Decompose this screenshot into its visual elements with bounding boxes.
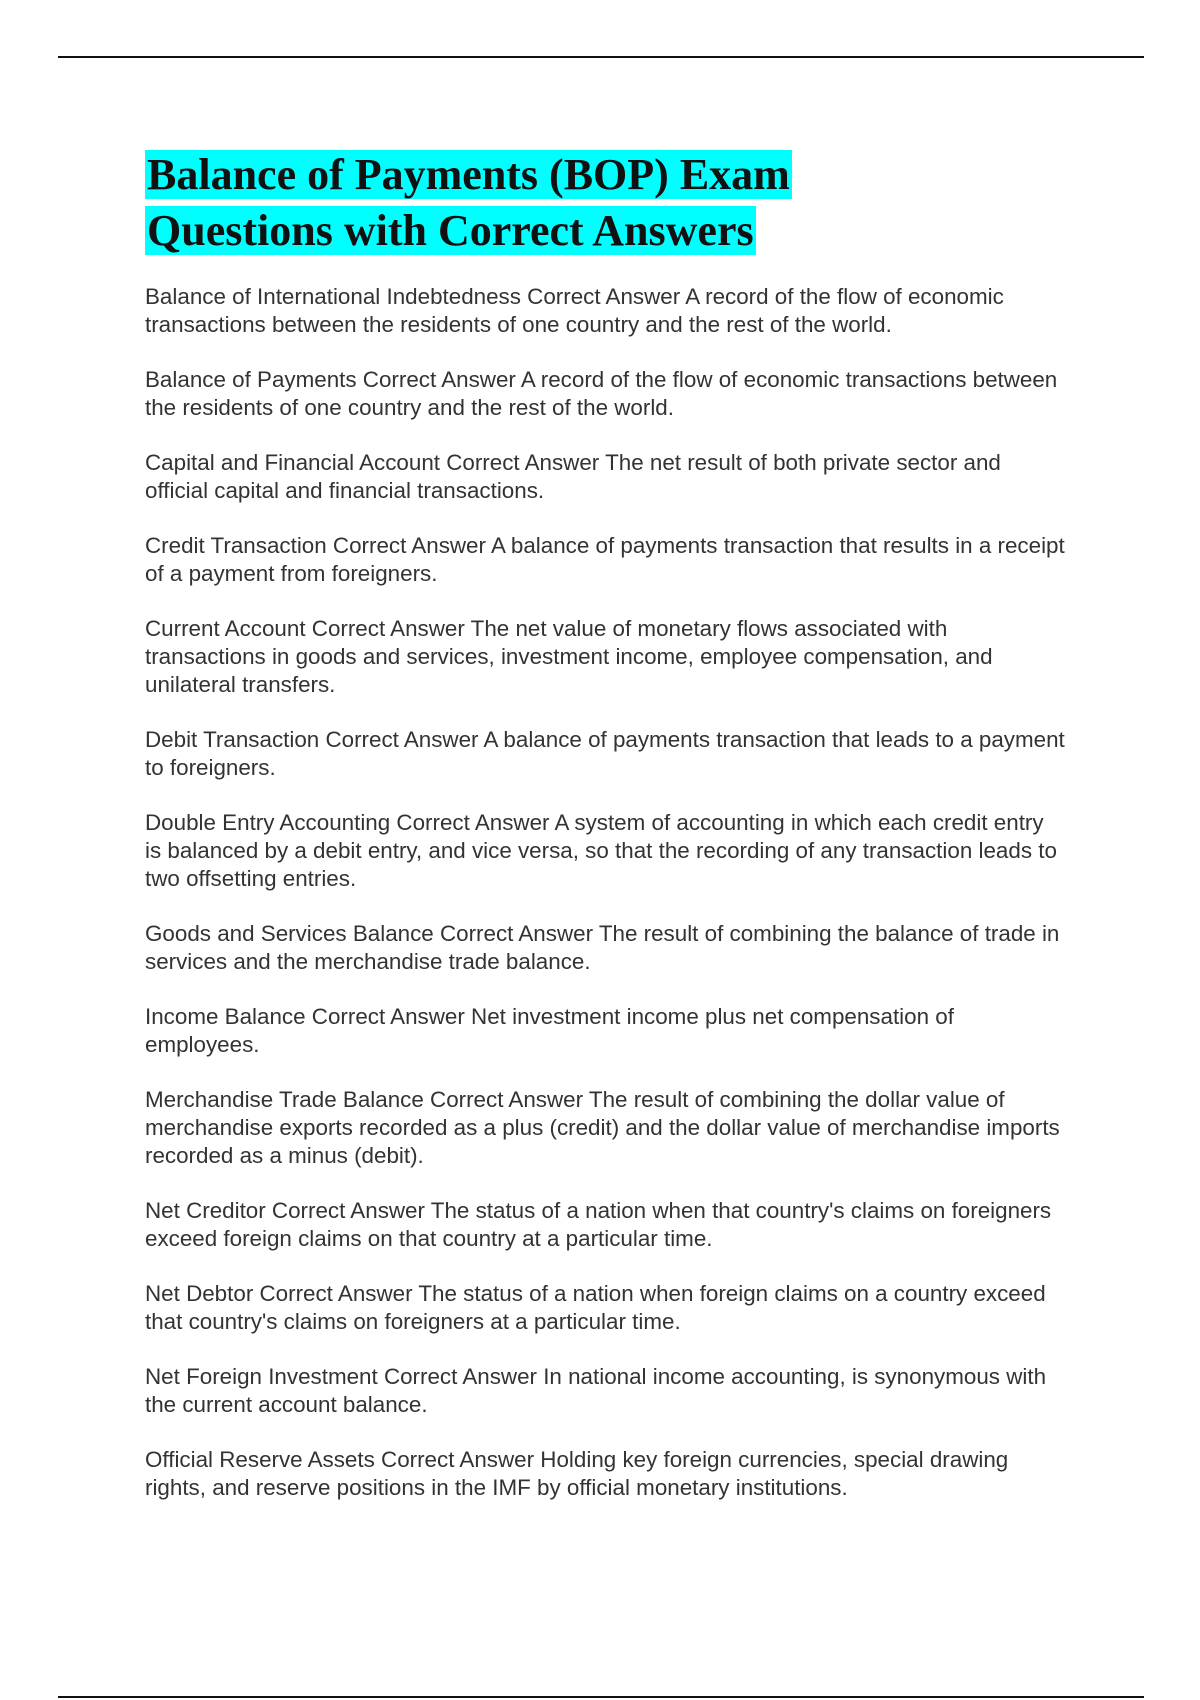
document-title xyxy=(145,147,1065,259)
title-line-1: Balance of Payments (BOP) Exam xyxy=(147,150,790,199)
document-body xyxy=(145,147,1065,1529)
entry-net-debtor: Net Debtor Correct Answer The status of a nation when foreign claims on a country exceed that country's claims on foreigners at a particular time. xyxy=(145,1281,1046,1334)
entry-goods-and-services-balance: Goods and Services Balance Correct Answer The result of combining the balance of trade in services and the merchandise trade balance. xyxy=(145,921,1060,974)
bottom-rule xyxy=(58,1696,1144,1698)
entry-balance-of-payments: Balance of Payments Correct Answer A record of the flow of economic transactions between the residents of one country and the rest of the world. xyxy=(145,367,1058,420)
title-highlight xyxy=(145,150,792,255)
entry-credit-transaction: Credit Transaction Correct Answer A balance of payments transaction that results in a receipt of a payment from foreigners. xyxy=(145,533,1065,586)
entry-current-account: Current Account Correct Answer The net value of monetary flows associated with transactions in goods and services, investment income, employee compensation, and unilateral transfers. xyxy=(145,616,993,697)
entry-official-reserve-assets: Official Reserve Assets Correct Answer Holding key foreign currencies, special drawing rights, and reserve positions in the IMF by official monetary institutions. xyxy=(145,1447,1009,1500)
entry-capital-and-financial-account: Capital and Financial Account Correct Answer The net result of both private sector and official capital and financial transactions. xyxy=(145,450,1001,503)
entry-merchandise-trade-balance: Merchandise Trade Balance Correct Answer The result of combining the dollar value of merchandise exports recorded as a plus (credit) and the dollar value of merchandise imports recorded as a minus (debit). xyxy=(145,1087,1060,1168)
entry-double-entry-accounting: Double Entry Accounting Correct Answer A system of accounting in which each credit entry is balanced by a debit entry, and vice versa, so that the recording of any transaction leads to two offsetting entries. xyxy=(145,810,1057,891)
entry-balance-of-international-indebtedness: Balance of International Indebtedness Correct Answer A record of the flow of economic transactions between the residents of one country and the rest of the world. xyxy=(145,284,1004,337)
entry-net-foreign-investment: Net Foreign Investment Correct Answer In national income accounting, is synonymous with the current account balance. xyxy=(145,1364,1047,1417)
title-line-2: Questions with Correct Answers xyxy=(147,206,754,255)
entry-net-creditor: Net Creditor Correct Answer The status of a nation when that country's claims on foreigners exceed foreign claims on that country at a particular time. xyxy=(145,1198,1052,1251)
top-rule xyxy=(58,56,1144,58)
entry-debit-transaction: Debit Transaction Correct Answer A balance of payments transaction that leads to a payment to foreigners. xyxy=(145,727,1065,780)
entry-income-balance: Income Balance Correct Answer Net investment income plus net compensation of employees. xyxy=(145,1004,954,1057)
